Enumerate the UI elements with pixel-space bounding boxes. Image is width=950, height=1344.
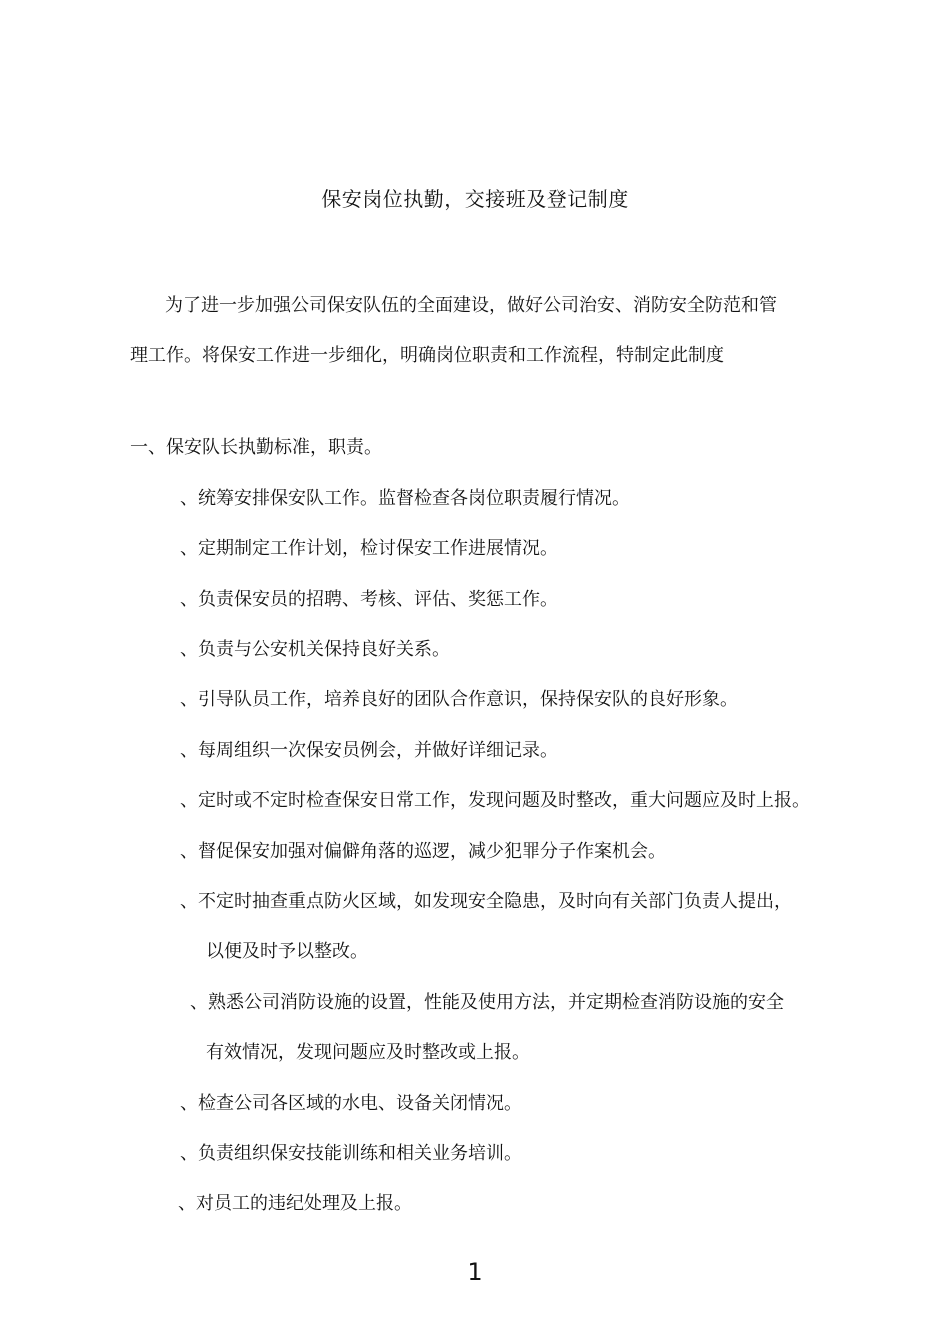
list-item: 、定期制定工作计划，检讨保安工作进展情况。 (180, 538, 558, 559)
list-item: 、统筹安排保安队工作。监督检查各岗位职责履行情况。 (180, 488, 630, 509)
list-item: 、负责组织保安技能训练和相关业务培训。 (180, 1143, 522, 1164)
intro-line-2: 理工作。将保安工作进一步细化，明确岗位职责和工作流程，特制定此制度 (130, 345, 724, 366)
list-item-continuation: 有效情况，发现问题应及时整改或上报。 (206, 1042, 530, 1063)
list-item-continuation: 以便及时予以整改。 (206, 941, 368, 962)
list-item: 、不定时抽查重点防火区域，如发现安全隐患，及时向有关部门负责人提出， (180, 891, 792, 912)
section-heading: 一、保安队长执勤标准，职责。 (130, 437, 382, 458)
intro-line-1: 为了进一步加强公司保安队伍的全面建设，做好公司治安、消防安全防范和管 (165, 295, 777, 316)
document-title: 保安岗位执勤，交接班及登记制度 (321, 187, 629, 211)
list-item: 、定时或不定时检查保安日常工作，发现问题及时整改，重大问题应及时上报。 (180, 790, 810, 811)
page-number: 1 (467, 1258, 483, 1286)
list-item: 、对员工的违纪处理及上报。 (178, 1193, 412, 1214)
list-item: 、督促保安加强对偏僻角落的巡逻，减少犯罪分子作案机会。 (180, 841, 666, 862)
list-item: 、每周组织一次保安员例会，并做好详细记录。 (180, 740, 558, 761)
list-item: 、检查公司各区域的水电、设备关闭情况。 (180, 1093, 522, 1114)
list-item: 、负责与公安机关保持良好关系。 (180, 639, 450, 660)
list-item: 、熟悉公司消防设施的设置，性能及使用方法，并定期检查消防设施的安全 (190, 992, 784, 1013)
list-item: 、负责保安员的招聘、考核、评估、奖惩工作。 (180, 589, 558, 610)
list-item: 、引导队员工作，培养良好的团队合作意识，保持保安队的良好形象。 (180, 689, 738, 710)
